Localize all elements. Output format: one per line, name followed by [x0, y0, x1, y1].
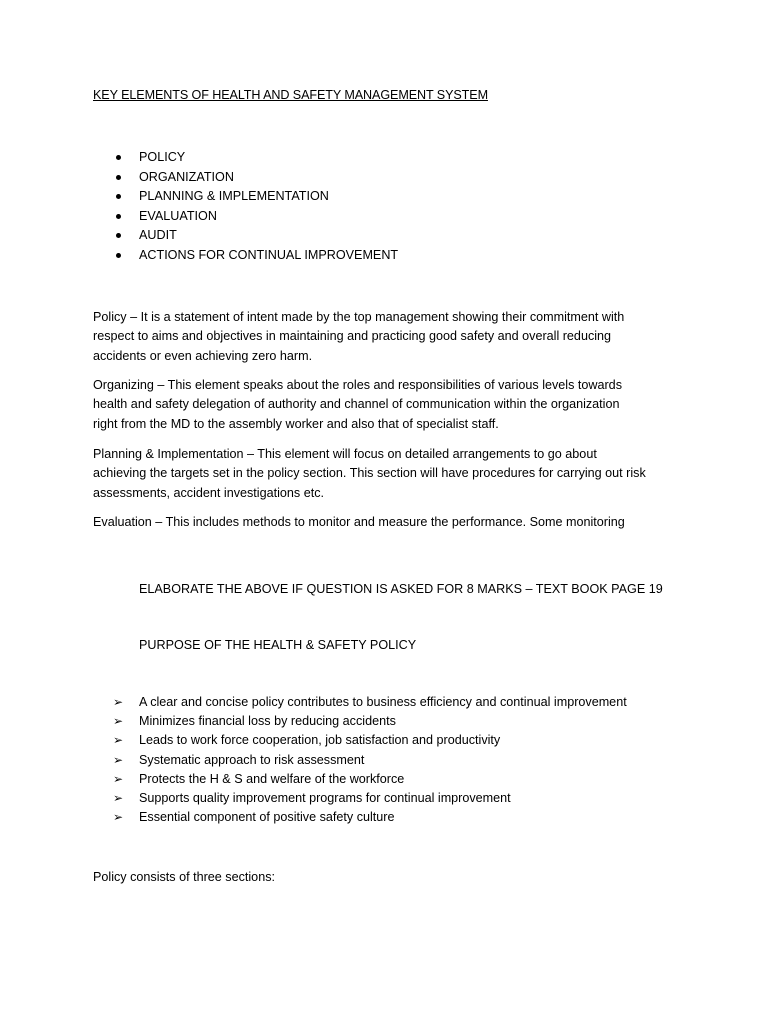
planning-paragraph	[93, 445, 683, 503]
arrow-bullet-icon: ➢	[113, 714, 124, 729]
arrow-bullet-icon: ➢	[113, 790, 124, 805]
closing-line: Policy consists of three sections:	[93, 870, 275, 884]
list-item-label: Protects the H & S and welfare of the workforce	[139, 771, 405, 786]
list-item	[93, 246, 398, 266]
list-item	[93, 808, 627, 827]
bullet-icon	[116, 214, 121, 219]
list-item-label: Leads to work force cooperation, job satisfaction and productivity	[139, 733, 501, 748]
elements-list	[93, 148, 398, 266]
list-item	[93, 207, 398, 227]
arrow-bullet-icon: ➢	[113, 733, 124, 748]
paragraph-line: Planning & Implementation – This element will focus on detailed arrangements to go about	[93, 447, 597, 461]
list-item-label: ACTIONS FOR CONTINUAL IMPROVEMENT	[139, 247, 399, 262]
bullet-icon	[116, 155, 121, 160]
list-item	[93, 751, 627, 770]
paragraph-line: achieving the targets set in the policy section. This section will have procedures for carrying out risk	[93, 466, 646, 481]
paragraph-line: right from the MD to the assembly worker and also that of specialist staff.	[93, 416, 499, 431]
list-item-label: PLANNING & IMPLEMENTATION	[139, 189, 329, 204]
list-item	[93, 226, 398, 246]
paragraph-line: accidents or even achieving zero harm.	[93, 348, 313, 363]
policy-paragraph	[93, 308, 683, 366]
list-item	[93, 770, 627, 789]
paragraph-line: health and safety delegation of authority and channel of communication within the organization	[93, 397, 620, 412]
list-item	[93, 168, 398, 188]
document-title: KEY ELEMENTS OF HEALTH AND SAFETY MANAGEMENT SYSTEM	[93, 88, 488, 102]
arrow-bullet-icon: ➢	[113, 810, 124, 825]
paragraph-line: Organizing – This element speaks about the roles and responsibilities of various levels towards	[93, 378, 622, 392]
evaluation-paragraph	[93, 513, 683, 532]
list-item-label: Systematic approach to risk assessment	[139, 752, 365, 767]
list-item	[93, 731, 627, 750]
arrow-bullet-icon: ➢	[113, 771, 124, 786]
paragraph-line: Evaluation – This includes methods to monitor and measure the performance. Some monitoring	[93, 515, 625, 529]
list-item	[93, 148, 398, 168]
bullet-icon	[116, 175, 121, 180]
list-item	[93, 187, 398, 207]
list-item-label: EVALUATION	[139, 208, 217, 223]
purpose-heading: PURPOSE OF THE HEALTH & SAFETY POLICY	[139, 638, 417, 652]
paragraph-line: respect to aims and objectives in maintaining and practicing good safety and overall reducing	[93, 329, 612, 344]
bullet-icon	[116, 194, 121, 199]
paragraph-line: assessments, accident investigations etc.	[93, 485, 324, 500]
organizing-paragraph	[93, 376, 683, 434]
list-item-label: ORGANIZATION	[139, 169, 234, 184]
list-item	[93, 789, 627, 808]
list-item-label: Minimizes financial loss by reducing accidents	[139, 714, 396, 729]
list-item-label: AUDIT	[139, 228, 177, 243]
paragraph-line: Policy – It is a statement of intent made by the top management showing their commitment with	[93, 310, 625, 324]
arrow-bullet-icon: ➢	[113, 695, 124, 709]
list-item	[93, 693, 627, 712]
bullet-icon	[116, 233, 121, 238]
list-item-label: Essential component of positive safety culture	[139, 810, 395, 825]
purpose-list	[93, 693, 627, 827]
arrow-bullet-icon: ➢	[113, 752, 124, 767]
bullet-icon	[116, 253, 121, 258]
list-item	[93, 712, 627, 731]
list-item-label: POLICY	[139, 150, 186, 164]
textbook-note: ELABORATE THE ABOVE IF QUESTION IS ASKED FOR 8 MARKS – TEXT BOOK PAGE 19	[139, 582, 663, 596]
list-item-label: Supports quality improvement programs for continual improvement	[139, 790, 511, 805]
list-item-label: A clear and concise policy contributes to business efficiency and continual improvement	[139, 695, 627, 709]
